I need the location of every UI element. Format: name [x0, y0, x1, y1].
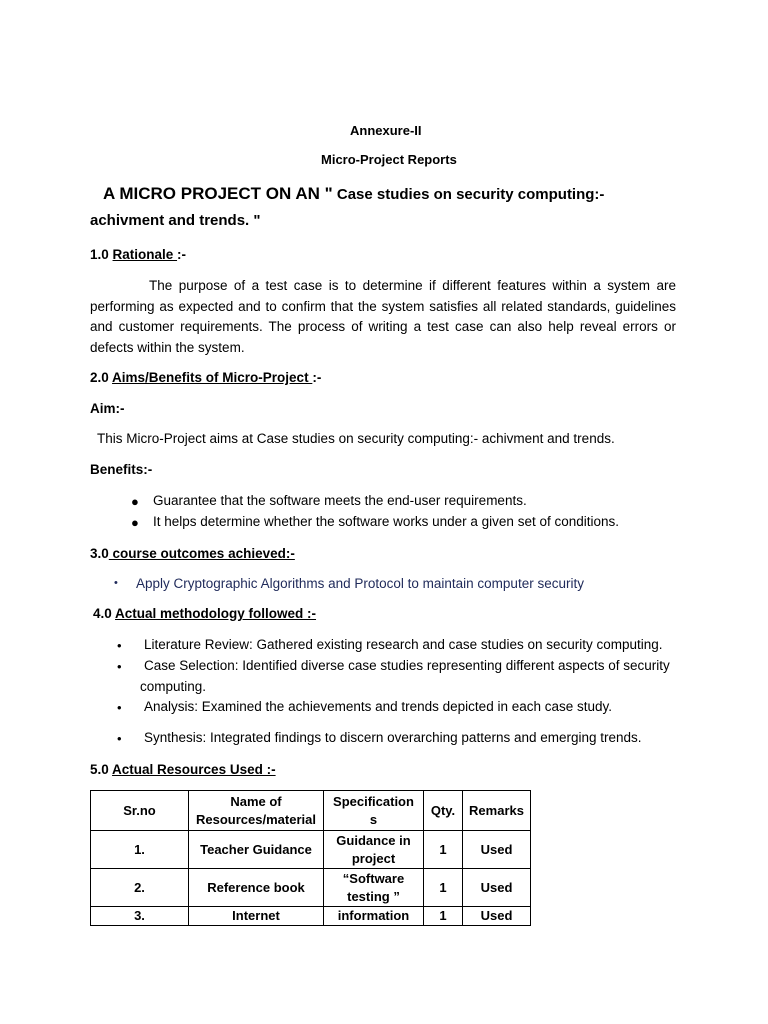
- section-number: 1.0: [90, 247, 113, 262]
- table-row: [91, 869, 531, 907]
- aim-label: Aim:-: [90, 401, 125, 416]
- methodology-item: Analysis: Examined the achievements and trends depicted in each case study.: [144, 699, 613, 714]
- rationale-paragraph: The purpose of a test case is to determine if different features within a system are performing as expected and to confirm that the system satisfies all related standards, guidelines and customer requirements. The process of writing a test case can also help reveal errors or defects within the system.: [90, 278, 676, 355]
- section-suffix: :-: [312, 370, 322, 385]
- annexure-label: Annexure-II: [350, 123, 422, 138]
- bullet-icon: ●: [131, 515, 139, 530]
- methodology-item-continuation: computing.: [140, 679, 207, 694]
- section-heading-methodology: [93, 606, 316, 621]
- resources-table: [90, 790, 531, 926]
- bullet-icon: •: [117, 659, 122, 674]
- table-row: [91, 831, 531, 869]
- table-cell: 1: [424, 869, 463, 907]
- table-cell: Internet: [189, 907, 324, 926]
- table-header-cell: Sr.no: [91, 791, 189, 831]
- benefit-item: It helps determine whether the software works under a given set of conditions.: [153, 514, 620, 529]
- section-title: Actual methodology followed :-: [115, 606, 317, 621]
- table-header-cell: Name of Resources/material: [189, 791, 324, 831]
- outcome-item: Apply Cryptographic Algorithms and Protocol to maintain computer security: [136, 576, 584, 591]
- table-header-cell: Remarks: [463, 791, 531, 831]
- section-title: Rationale: [112, 247, 178, 262]
- section-suffix: :-: [177, 247, 187, 262]
- table-cell: Guidance in project: [324, 831, 424, 869]
- table-cell: Used: [463, 831, 531, 869]
- table-cell: Used: [463, 907, 531, 926]
- table-cell: Teacher Guidance: [189, 831, 324, 869]
- methodology-item: Literature Review: Gathered existing research and case studies on security computing.: [144, 637, 663, 652]
- table-cell: 1: [424, 907, 463, 926]
- section-title: course outcomes achieved:-: [108, 546, 295, 561]
- table-row: [91, 907, 531, 926]
- table-header-cell: Specification s: [324, 791, 424, 831]
- bullet-icon: •: [117, 731, 122, 746]
- section-heading-rationale: [90, 247, 186, 262]
- section-number: 5.0: [90, 762, 113, 777]
- section-heading-aims: [90, 370, 321, 385]
- table-cell: 3.: [91, 907, 189, 926]
- bullet-icon: •: [117, 700, 122, 715]
- aim-text: This Micro-Project aims at Case studies on security computing:- achivment and trends.: [97, 431, 615, 446]
- section-number: 2.0: [90, 370, 113, 385]
- section-title: Actual Resources Used :-: [112, 762, 276, 777]
- title-prefix: A MICRO PROJECT ON AN ": [103, 184, 333, 203]
- table-cell: 2.: [91, 869, 189, 907]
- bullet-icon: •: [117, 638, 122, 653]
- section-title: Aims/Benefits of Micro-Project: [112, 370, 313, 385]
- methodology-item: Synthesis: Integrated findings to discern overarching patterns and emerging trends.: [144, 730, 642, 745]
- section-heading-resources: [90, 762, 276, 777]
- bullet-icon: ●: [131, 494, 139, 509]
- section-number: 3.0: [90, 546, 109, 561]
- report-title-line1: [103, 184, 604, 204]
- table-cell: Reference book: [189, 869, 324, 907]
- section-number: 4.0: [93, 606, 116, 621]
- table-cell: information: [324, 907, 424, 926]
- table-cell: “Software testing ”: [324, 869, 424, 907]
- methodology-item: Case Selection: Identified diverse case studies representing different aspects of security: [144, 658, 670, 673]
- table-header-cell: Qty.: [424, 791, 463, 831]
- table-cell: 1.: [91, 831, 189, 869]
- section-heading-outcomes: [90, 546, 295, 561]
- table-cell: 1: [424, 831, 463, 869]
- report-subtitle: Micro-Project Reports: [321, 152, 457, 167]
- table-header-row: [91, 791, 531, 831]
- benefits-label: Benefits:-: [90, 462, 153, 477]
- benefit-item: Guarantee that the software meets the end-user requirements.: [153, 493, 527, 508]
- table-cell: Used: [463, 869, 531, 907]
- report-title-line2: achivment and trends. ": [90, 212, 261, 229]
- bullet-icon: •: [114, 577, 118, 589]
- title-topic: Case studies on security computing:-: [332, 186, 605, 203]
